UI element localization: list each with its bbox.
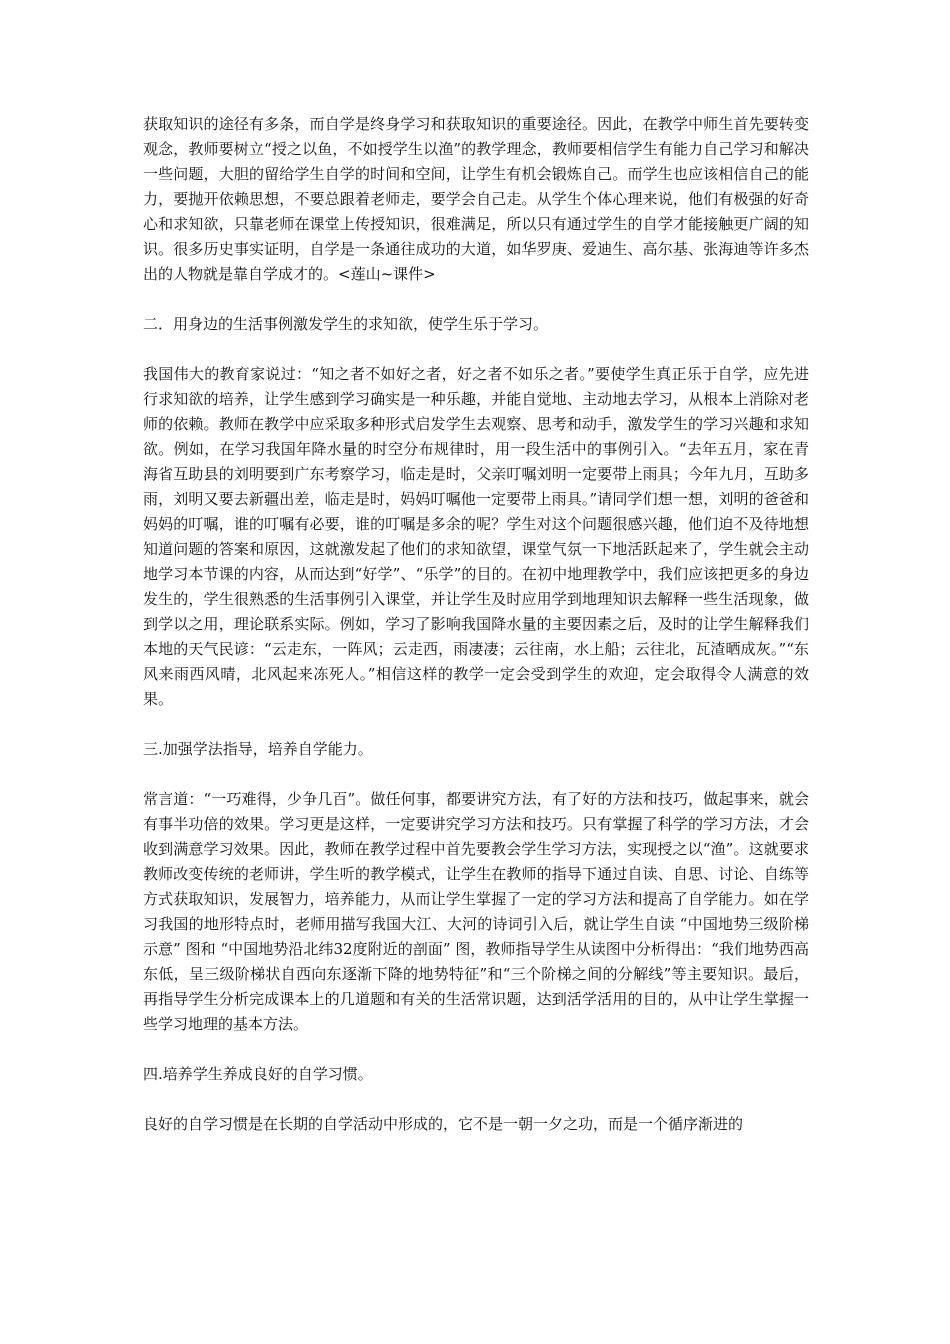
section-heading-2: 二．用身边的生活事例激发学生的求知欲，使学生乐于学习。 <box>143 315 549 333</box>
paragraph-study-habits: 良好的自学习惯是在长期的自学活动中形成的，它不是一朝一夕之功，而是一个循序渐进的 <box>143 1115 744 1133</box>
paragraph-self-study-importance: 获取知识的途径有多条，而自学是终身学习和获取知识的重要途径。因此，在教学中师生首先要转变观念，教师要树立“授之以鱼，不如授学生以渔”的教学理念，教师要相信学生有能力自己学习和解决一些问题，大胆的留给学生自学的时间和空间，让学生有机会锻炼自己。而学生也应该相信自己的能力，要抛开依赖思想，不要总跟着老师走，要学会自己走。从学生个体心理来说，他们有极强的好奇心和求知欲，只靠老师在课堂上传授知识，很难满足，所以只有通过学生的自学才能接触更广阔的知识。很多历史事实证明，自学是一条通往成功的大道，如华罗庚、爱迪生、高尔基、张海迪等许多杰出的人物就是靠自学成才的。<莲山~课件> <box>143 115 809 283</box>
paragraph-life-examples: 我国伟大的教育家说过：“知之者不如好之者，好之者不如乐之者。”要使学生真正乐于自学，应先进行求知欲的培养，让学生感到学习确实是一种乐趣，并能自觉地、主动地去学习，从根本上消除对老师的依赖。教师在教学中应采取多种形式启发学生去观察、思考和动手，激发学生的学习兴趣和求知欲。例如，在学习我国年降水量的时空分布规律时，用一段生活中的事例引入。“去年五月，家在青海省互助县的刘明要到广东考察学习，临走是时，父亲叮嘱刘明一定要带上雨具；今年九月，互助多雨，刘明又要去新疆出差，临走是时，妈妈叮嘱他一定要带上雨具。”请同学们想一想，刘明的爸爸和妈妈的叮嘱，谁的叮嘱有必要，谁的叮嘱是多余的呢？学生对这个问题很感兴趣，他们迫不及待地想知道问题的答案和原因，这就激发起了他们的求知欲望，课堂气氛一下地活跃起来了，学生就会主动地学习本节课的内容，从而达到“好学”、“乐学”的目的。在初中地理教学中，我们应该把更多的身边发生的，学生很熟悉的生活事例引入课堂，并让学生及时应用学到地理知识去解释一些生活现象，做到学以之用，理论联系实际。例如，学习了影响我国降水量的主要因素之后，及时的让学生解释我们本地的天气民谚：“云走东，一阵风；云走西，雨凄凄；云往南，水上船；云往北，瓦渣晒成灰。”“东风来雨西风晴，北风起来冻死人。”相信这样的教学一定会受到学生的欢迎，定会取得令人满意的效果。 <box>143 365 809 708</box>
section-heading-3: 三.加强学法指导，培养自学能力。 <box>143 740 373 758</box>
document-page <box>143 112 809 1162</box>
section-heading-4: 四.培养学生养成良好的自学习惯。 <box>143 1065 373 1083</box>
paragraph-study-methods: 常言道：“一巧难得，少争几百”。做任何事，都要讲究方法，有了好的方法和技巧，做起事来，就会有事半功倍的效果。学习更是这样，一定要讲究学习方法和技巧。只有掌握了科学的学习方法，才会收到满意学习效果。因此，教师在教学过程中首先要教会学生学习方法，实现授之以“渔”。这就要求教师改变传统的老师讲，学生听的教学模式，让学生在教师的指导下通过自读、自思、讨论、自练等方式获取知识，发展智力，培养能力，从而让学生掌握了一定的学习方法和提高了自学能力。如在学习我国的地形特点时，老师用描写我国大江、大河的诗词引入后，就让学生自读 “中国地势三级阶梯示意” 图和 “中国地势沿北纬32度附近的剖面” 图，教师指导学生从读图中分析得出：“我们地势西高东低，呈三级阶梯状自西向东逐渐下降的地势特征”和“三个阶梯之间的分解线”等主要知识。最后，再指导学生分析完成课本上的几道题和有关的生活常识题，达到活学活用的目的，从中让学生掌握一些学习地理的基本方法。 <box>143 790 809 1033</box>
